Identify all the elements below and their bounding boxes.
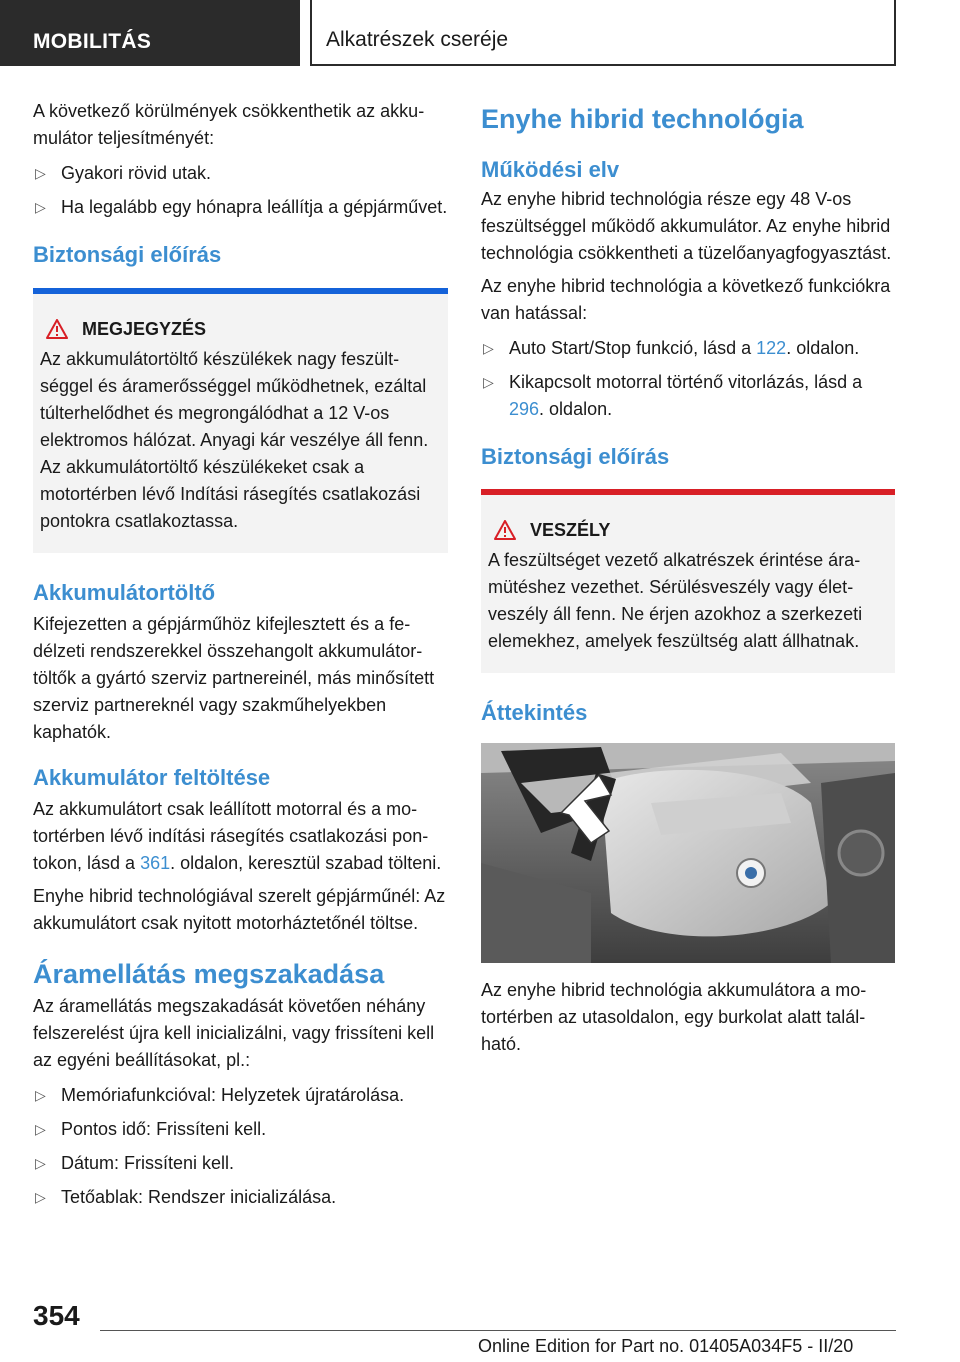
notice-text: Az akkumulátortöltő készülékek nagy feszültséggel és áramerősséggel működhetnek, ezáltal túlterhelődhet és megrongálódhat a 12 V-os elektromos hálózat. Anyagi kár veszélye áll fenn. Az akkumulátortöltő készülékeket csak a motortérben lévő Indítási rásegítés csatlakozási pontokra csatlakoztassa. [40, 349, 429, 531]
triangle-bullet-icon: ▷ [35, 1087, 46, 1103]
chapter-title: Alkatrészek cseréje [310, 0, 896, 66]
list-item: ▷ Kikapcsolt motorral történő vitorlázás, lásd a 296. oldalon. [481, 369, 896, 423]
charging-paragraph: Az akkumulátort csak leállított motorral és a motortérben lévő indítási rásegítés csatlakozási pontokon, lásd a 361. oldalon, keresztül szabad tölteni. [33, 799, 442, 873]
list-item: ▷ Gyakori rövid utak. [33, 160, 448, 187]
warning-icon [494, 520, 516, 540]
intro-paragraph: A következő körülmények csökkenthetik az akkumulátor teljesítményét: [33, 101, 425, 148]
section-heading: Akkumulátor feltöltése [33, 765, 271, 790]
section-heading: Biztonsági előírás [33, 242, 222, 267]
notice-box [33, 288, 448, 553]
page-link[interactable]: 122 [756, 338, 787, 358]
notice-title: VESZÉLY [488, 517, 889, 543]
left-column [33, 98, 448, 1211]
principle-paragraph: Az enyhe hibrid technológia része egy 48 V-os feszültséggel működő akkumulátor. Az enyhe hibrid technológia csökkentheti a tüzelőanyagfogyasztást. [481, 189, 892, 263]
edition-text: Online Edition for Part no. 01405A034F5 - II/20 [478, 1336, 854, 1356]
notice-title: MEGJEGYZÉS [40, 316, 442, 342]
section-heading: Biztonsági előírás [481, 444, 670, 469]
triangle-bullet-icon: ▷ [35, 1121, 46, 1137]
footer-divider [100, 1330, 896, 1331]
section-heading: Áramellátás megszakadása [33, 959, 385, 989]
triangle-bullet-icon: ▷ [483, 374, 494, 390]
list-item: ▷ Memóriafunkcióval: Helyzetek újratárolása. [33, 1082, 448, 1109]
main-heading: Enyhe hibrid technológia [481, 104, 804, 134]
triangle-bullet-icon: ▷ [35, 199, 46, 215]
right-column [481, 102, 896, 1058]
triangle-bullet-icon: ▷ [483, 340, 494, 356]
triangle-bullet-icon: ▷ [35, 165, 46, 181]
section-title: MOBILITÁS [0, 0, 300, 66]
triangle-bullet-icon: ▷ [35, 1189, 46, 1205]
section-heading: Áttekintés [481, 700, 588, 725]
engine-bay-illustration [481, 743, 895, 963]
power-paragraph: Az áramellátás megszakadását követően néhány felszerelést újra kell inicializálni, vagy frissíteni kell az egyéni beállításokat, pl.: [33, 996, 435, 1070]
list-item: ▷ Pontos idő: Frissíteni kell. [33, 1116, 448, 1143]
overview-paragraph: Az enyhe hibrid technológia akkumulátora a motortérben az utasoldalon, egy burkolat alatt található. [481, 980, 867, 1054]
page-number: 354 [33, 1300, 80, 1331]
list-item: ▷ Tetőablak: Rendszer inicializálása. [33, 1184, 448, 1211]
engine-bay-photo [481, 743, 895, 963]
list-item: ▷ Dátum: Frissíteni kell. [33, 1150, 448, 1177]
list-item: ▷ Auto Start/Stop funkció, lásd a 122. oldalon. [481, 335, 896, 362]
notice-text: A feszültséget vezető alkatrészek érintése áramütéshez vezethet. Sérülésveszély vagy életveszély áll fenn. Ne érjen azokhoz a szerkezeti elemekhez, amelyek feszültség alatt állhatnak. [488, 550, 863, 651]
page-link[interactable]: 296 [509, 399, 540, 419]
page-header [0, 0, 960, 66]
charger-paragraph: Kifejezetten a gépjárműhöz kifejlesztett és a fedélzeti rendszerekkel összehangolt akkumulátortöltők a gyártó szerviz partnereinél, más minősített szerviz partnereknél vagy szakműhelyekben kaphatók. [33, 614, 435, 742]
notice-box [481, 489, 895, 673]
principle-paragraph-2: Az enyhe hibrid technológia a következő funkciókra van hatással: [481, 276, 891, 323]
list-item: ▷ Ha legalább egy hónapra leállítja a gépjárművet. [33, 194, 448, 221]
section-heading: Működési elv [481, 157, 620, 182]
charging-paragraph-2: Enyhe hibrid technológiával szerelt gépjárműnél: Az akkumulátort csak nyitott motorháztetőnél töltse. [33, 886, 446, 933]
section-heading: Akkumulátortöltő [33, 580, 216, 605]
page-link[interactable]: 361 [140, 853, 171, 873]
warning-icon [46, 319, 68, 339]
triangle-bullet-icon: ▷ [35, 1155, 46, 1171]
